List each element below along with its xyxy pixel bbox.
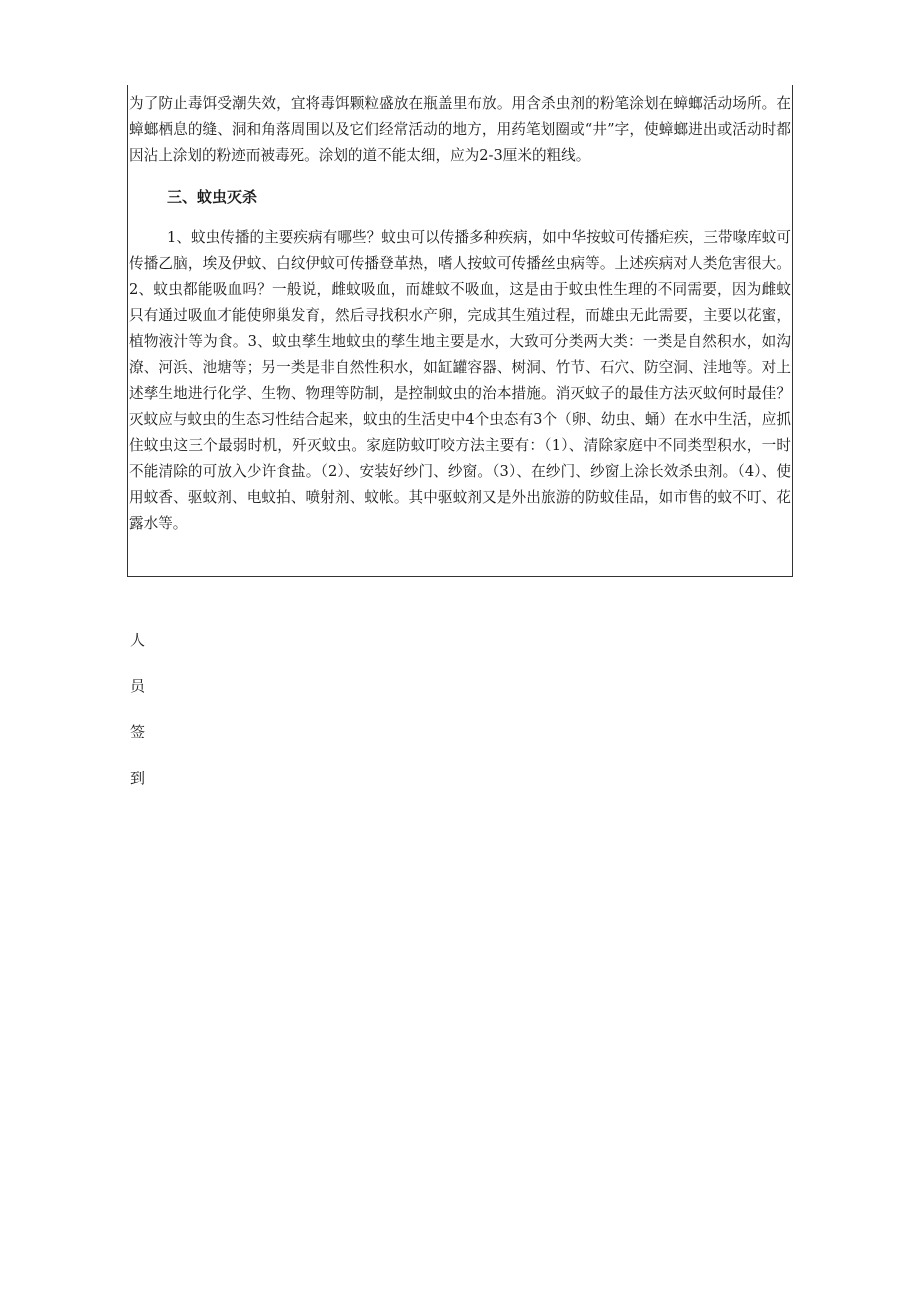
signin-char: 到 (130, 769, 146, 787)
signin-char: 员 (130, 677, 146, 695)
signin-char: 签 (130, 723, 146, 741)
mosquito-paragraph: 1、蚊虫传播的主要疾病有哪些？蚊虫可以传播多种疾病，如中华按蚊可传播疟疾，三带喙库蚊可传播乙脑，埃及伊蚊、白纹伊蚊可传播登革热，嗜人按蚊可传播丝虫病等。上述疾病对人类危害很大。2、蚊虫都能吸血吗？一般说，雌蚊吸血，而雄蚊不吸血，这是由于蚊虫性生理的不同需要，因为雌蚊只有通过吸血才能使卵巢发育，然后寻找积水产卵，完成其生殖过程，而雄虫无此需要，主要以花蜜，植物液汁等为食。3、蚊虫孳生地蚊虫的孳生地主要是水，大致可分类两大类：一类是自然积水，如沟潦、河浜、池塘等；另一类是非自然性积水，如缸罐容器、树洞、竹节、石穴、防空洞、洼地等。对上述孳生地进行化学、生物、物理等防制，是控制蚊虫的治本措施。消灭蚊子的最佳方法灭蚊何时最佳？灭蚊应与蚊虫的生态习性结合起来，蚊虫的生活史中4个虫态有3个（卵、幼虫、蛹）在水中生活，应抓住蚊虫这三个最弱时机，歼灭蚊虫。家庭防蚊叮咬方法主要有：（1）、清除家庭中不同类型积水，一时不能清除的可放入少许食盐。（2）、安装好纱门、纱窗。（3）、在纱门、纱窗上涂长效杀虫剂。（4）、使用蚊香、驱蚊剂、电蚊拍、喷射剂、蚊帐。其中驱蚊剂又是外出旅游的防蚊佳品，如市售的蚊不叮、花露水等。 (129, 229, 791, 532)
signin-char: 人 (130, 631, 146, 649)
content-table-cell (127, 85, 793, 577)
cockroach-paragraph: 为了防止毒饵受潮失效，宜将毒饵颗粒盛放在瓶盖里布放。用含杀虫剂的粉笔涂划在蟑螂活动场所。在蟑螂栖息的缝、洞和角落周围以及它们经常活动的地方，用药笔划圈或“井”字，使蟑螂进出或活动时都因沾上涂划的粉迹而被毒死。涂划的道不能太细，应为2-3厘米的粗线。 (129, 95, 791, 164)
mosquito-section-heading: 三、蚊虫灭杀 (167, 188, 258, 206)
signin-label (130, 628, 160, 812)
